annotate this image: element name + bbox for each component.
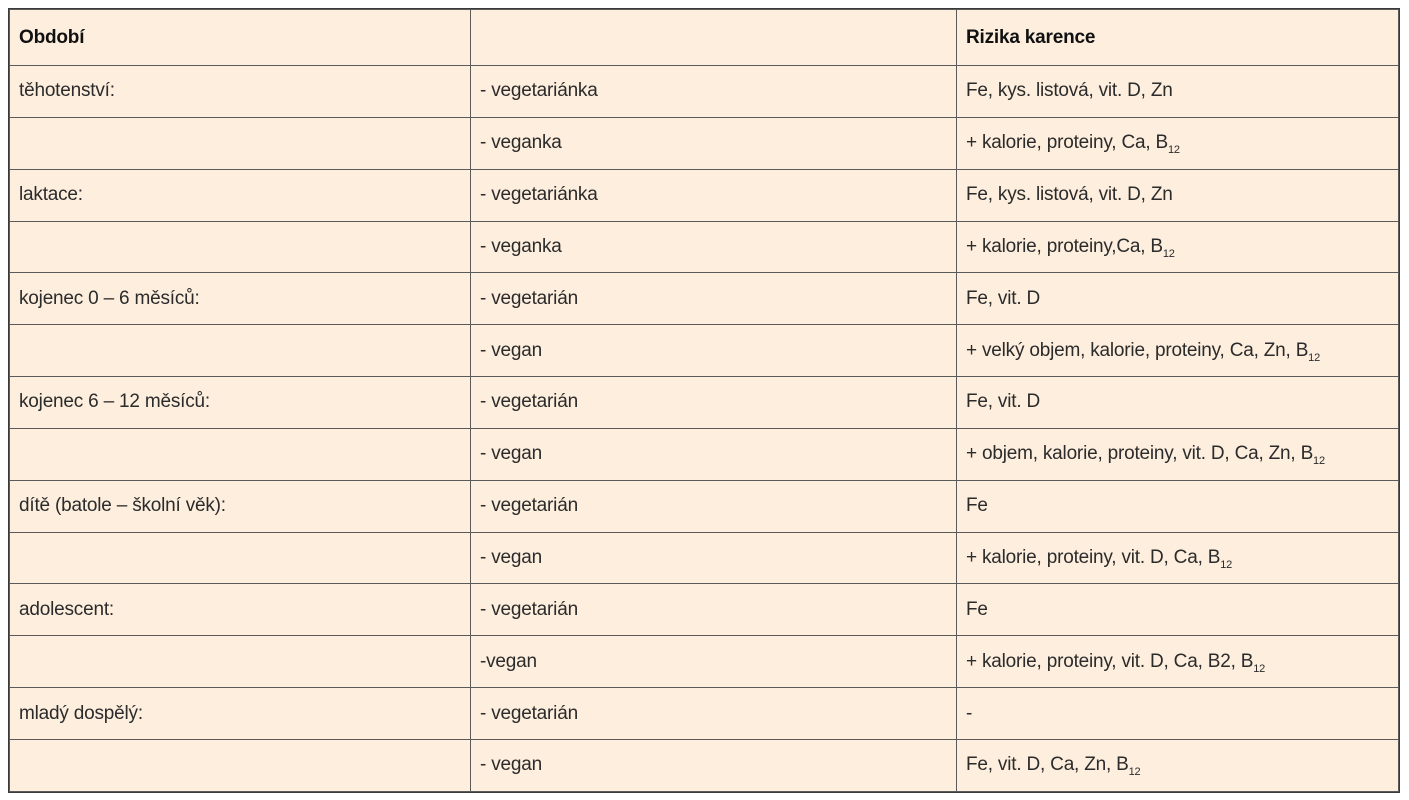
table-row [10,636,1399,688]
diet-cell: - vegetarián [471,688,957,740]
period-cell [10,532,471,584]
header-diet [471,10,957,66]
table-row [10,532,1399,584]
table-row [10,428,1399,480]
deficiency-risk-table [9,9,1399,792]
deficiency-risk-table-container [8,8,1400,793]
risk-subscript: 12 [1220,559,1233,572]
risk-subscript: 12 [1313,455,1325,468]
diet-cell: - veganka [471,221,957,273]
diet-cell: - vegetariánka [471,66,957,118]
risk-text: + objem, kalorie, proteiny, vit. D, Ca, Zn, B [966,443,1314,465]
period-cell [10,117,471,169]
diet-cell: - vegetarián [471,273,957,325]
risk-text: + kalorie, proteiny, vit. D, Ca, B2, B [966,650,1254,672]
diet-cell: -vegan [471,636,957,688]
table-body [10,66,1399,792]
period-cell: těhotenství: [10,66,471,118]
header-risks: Rizika karence [957,10,1399,66]
diet-cell: - vegan [471,532,957,584]
risk-cell [957,739,1399,791]
risk-text: Fe, vit. D, Ca, Zn, B [966,754,1129,776]
risk-cell [957,221,1399,273]
risk-cell [957,532,1399,584]
risk-text: Fe, vit. D [966,287,1041,309]
period-cell: laktace: [10,169,471,221]
risk-text: Fe, kys. listová, vit. D, Zn [966,184,1173,206]
period-cell: mladý dospělý: [10,688,471,740]
diet-cell: - vegetarián [471,377,957,429]
risk-subscript: 12 [1167,144,1180,157]
risk-subscript: 12 [1162,247,1175,260]
risk-text: Fe, vit. D [966,391,1041,413]
risk-cell [957,584,1399,636]
risk-subscript: 12 [1253,662,1266,675]
table-row [10,584,1399,636]
risk-text: + kalorie, proteiny,Ca, B [966,235,1163,257]
risk-cell [957,377,1399,429]
risk-text: - [966,702,973,724]
risk-subscript: 12 [1308,351,1321,364]
risk-text: Fe [966,495,988,517]
risk-text: + kalorie, proteiny, vit. D, Ca, B [966,547,1221,569]
diet-cell: - vegetariánka [471,169,957,221]
risk-cell [957,66,1399,118]
table-row [10,688,1399,740]
table-row [10,221,1399,273]
period-cell [10,636,471,688]
header-period: Období [10,10,471,66]
table-header-row [10,10,1399,66]
risk-cell [957,428,1399,480]
period-cell [10,221,471,273]
table-row [10,377,1399,429]
table-row [10,273,1399,325]
period-cell: kojenec 6 – 12 měsíců: [10,377,471,429]
period-cell [10,739,471,791]
period-cell: kojenec 0 – 6 měsíců: [10,273,471,325]
risk-text: Fe [966,598,988,620]
period-cell [10,325,471,377]
diet-cell: - vegan [471,739,957,791]
diet-cell: - vegetarián [471,584,957,636]
diet-cell: - vegan [471,325,957,377]
risk-subscript: 12 [1128,766,1141,779]
risk-cell [957,636,1399,688]
risk-cell [957,325,1399,377]
risk-cell [957,480,1399,532]
diet-cell: - veganka [471,117,957,169]
risk-cell [957,117,1399,169]
risk-cell [957,273,1399,325]
risk-text: Fe, kys. listová, vit. D, Zn [966,80,1173,102]
period-cell: adolescent: [10,584,471,636]
period-cell [10,428,471,480]
table-row [10,169,1399,221]
risk-cell [957,688,1399,740]
table-row [10,66,1399,118]
table-row [10,325,1399,377]
period-cell: dítě (batole – školní věk): [10,480,471,532]
table-row [10,480,1399,532]
risk-cell [957,169,1399,221]
diet-cell: - vegan [471,428,957,480]
table-row [10,117,1399,169]
risk-text: + velký objem, kalorie, proteiny, Ca, Zn, B [966,339,1309,361]
risk-text: + kalorie, proteiny, Ca, B [966,132,1168,154]
table-row [10,739,1399,791]
diet-cell: - vegetarián [471,480,957,532]
